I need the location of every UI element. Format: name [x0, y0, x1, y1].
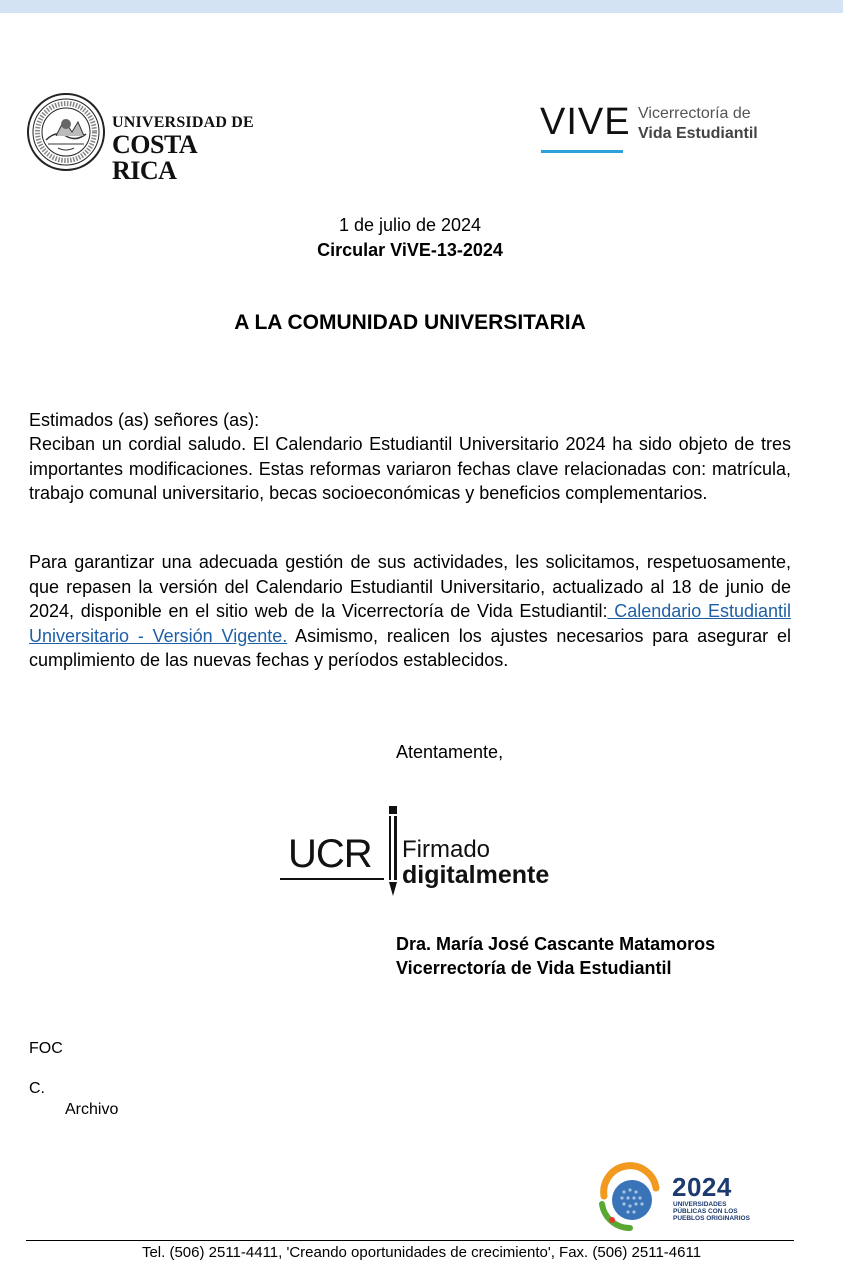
signer-title: Vicerrectoría de Vida Estudiantil: [396, 958, 672, 978]
salutation: Estimados (as) señores (as):: [29, 410, 260, 430]
cc-item: Archivo: [65, 1101, 119, 1118]
signer-name: Dra. María José Cascante Matamoros: [396, 934, 716, 954]
vive-sub-line1: Vicerrectoría de: [638, 105, 751, 122]
vive-sub-line2: Vida Estudiantil: [638, 125, 758, 142]
ucr-name-line2: COSTA RICA: [112, 130, 196, 185]
digital-signature-mark: [280, 806, 600, 898]
vive-underline: [541, 150, 623, 153]
signature-ucr-text: UCR: [288, 832, 372, 876]
signature-underline: [280, 878, 384, 880]
pen-icon: [386, 806, 400, 898]
paragraph-2-text-after: Asimismo, realicen los ajustes necesarios para asegurar el cumplimiento de las nuevas fechas y períodos establecidos.: [29, 625, 791, 670]
top-bar: [0, 0, 843, 13]
footer-text: Tel. (506) 2511-4411, 'Creando oportunidades de crecimiento', Fax. (506) 2511-4611: [141, 1244, 702, 1261]
ucr-name-line1: UNIVERSIDAD DE: [112, 114, 254, 131]
initials: FOC: [29, 1040, 63, 1057]
signature-firmado: Firmado: [402, 836, 491, 863]
ucr-seal-icon: [26, 92, 106, 172]
cc-label: C.: [29, 1080, 45, 1097]
document-headline: A LA COMUNIDAD UNIVERSITARIA: [234, 311, 586, 334]
signature-digitalmente: digitalmente: [402, 861, 550, 889]
calendar-link[interactable]: Calendario Estudiantil Universitario - Versión Vigente.: [29, 601, 792, 646]
badge-tag-line2: PÚBLICAS CON LOS: [673, 1208, 738, 1215]
document-date: 1 de julio de 2024: [338, 215, 482, 235]
vive-wordmark: VIVE: [540, 101, 631, 143]
badge-tag-line3: PUEBLOS ORIGINARIOS: [673, 1215, 750, 1222]
vive-logo: [540, 100, 800, 160]
signer-block: [396, 932, 715, 980]
badge-year: 2024: [672, 1172, 732, 1202]
ucr-logo: [26, 92, 256, 185]
dotted-globe-icon: [594, 1162, 666, 1232]
footer-divider: [26, 1240, 794, 1241]
paragraph-2-text-before: Para garantizar una adecuada gestión de sus actividades, les solicitamos, respetuosamente, que repasen la versión del Calendario Estudiantil Universitario, actualizado al 18 de junio de 2024, disponible en el sitio web de la Vicerrectoría de Vida Estudiantil:: [29, 552, 791, 621]
circular-number: Circular ViVE-13-2024: [317, 240, 503, 260]
closing: Atentamente,: [396, 742, 504, 762]
paragraph-2: [29, 550, 791, 673]
badge-tag-line1: UNIVERSIDADES: [673, 1201, 727, 1208]
paragraph-1: Reciban un cordial saludo. El Calendario Estudiantil Universitario 2024 ha sido objeto de tres importantes modificaciones. Estas reformas variaron fechas clave relacionadas con: matrícula, trabajo comunal universitario, becas socioeconómicas y beneficios complementarios.: [29, 434, 791, 503]
pueblos-originarios-badge: [594, 1162, 794, 1232]
